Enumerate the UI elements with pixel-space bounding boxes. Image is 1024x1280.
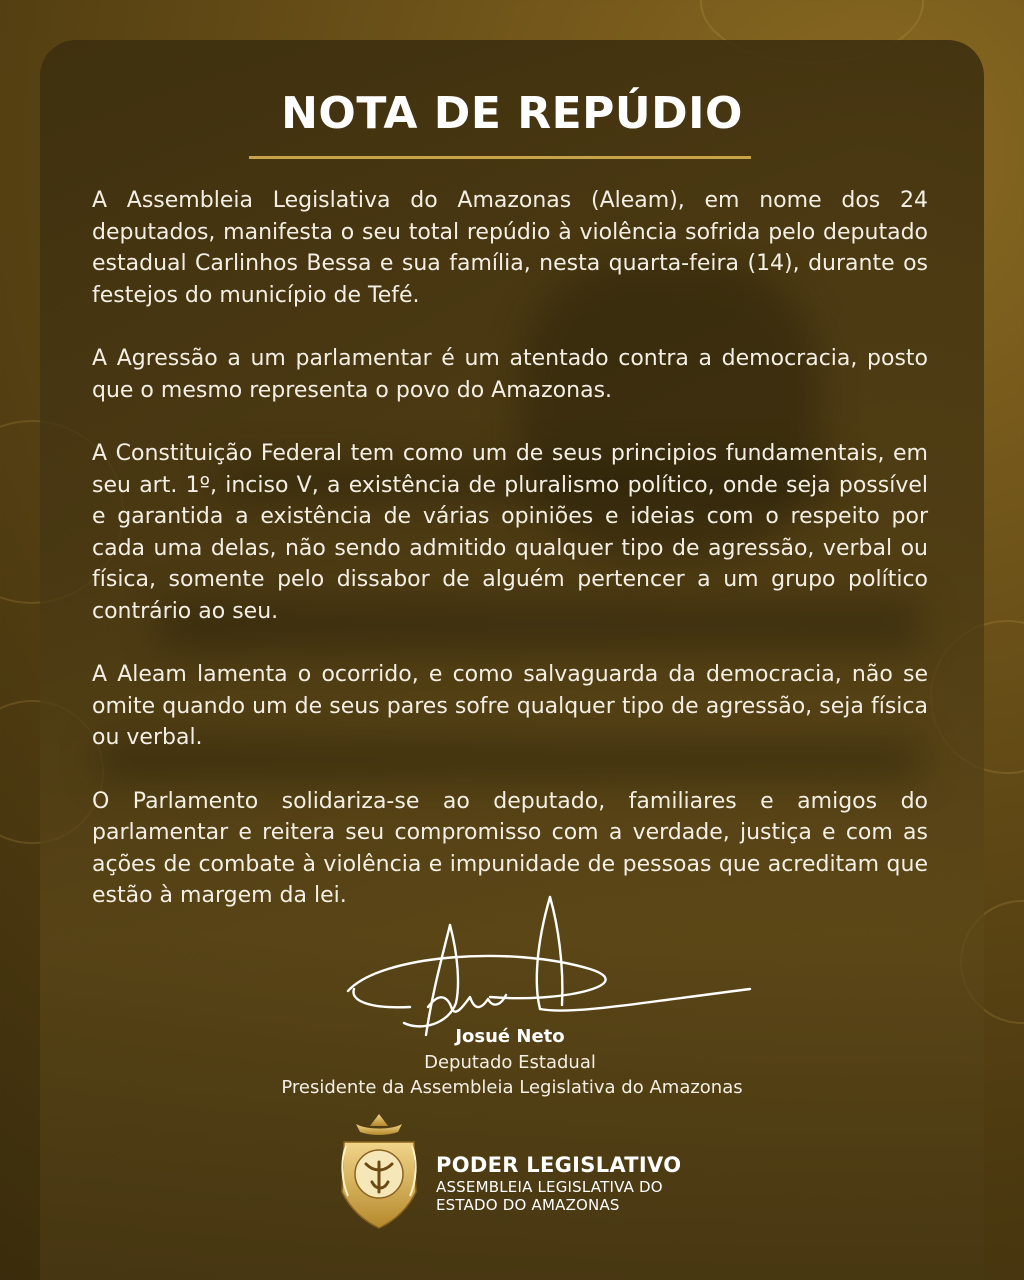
logo-text xyxy=(436,1152,681,1214)
signer-role: Deputado Estadual xyxy=(424,1052,596,1073)
coat-of-arms-icon xyxy=(336,1112,422,1230)
logo-subtitle-line1: ASSEMBLEIA LEGISLATIVA DO xyxy=(436,1178,663,1196)
document-title: NOTA DE REPÚDIO xyxy=(281,88,743,139)
document-body xyxy=(92,185,928,944)
title-divider xyxy=(249,156,751,159)
paragraph-2: A Agressão a um parlamentar é um atentado contra a democracia, posto que o mesmo representa o povo do Amazonas. xyxy=(92,346,928,403)
logo-title: PODER LEGISLATIVO xyxy=(436,1153,682,1177)
signer-organization: Presidente da Assembleia Legislativa do Amazonas xyxy=(281,1077,743,1098)
paragraph-5: O Parlamento solidariza-se ao deputado, familiares e amigos do parlamentar e reitera seu compromisso com a verdade, justiça e com as ações de combate à violência e impunidade de pessoas que acreditam que estão à margem da lei. xyxy=(92,788,928,908)
paragraph-3: A Constituição Federal tem como um de seus principios fundamentais, em seu art. 1º, inciso V, a existência de pluralismo político, onde seja possível e garantida a existência de várias opiniões e ideias com o respeito por cada uma delas, não sendo admitido qualquer tipo de agressão, verbal ou física, somente pelo dissabor de alguém pertencer a um grupo político contrário ao seu. xyxy=(92,441,928,624)
paragraph-4: A Aleam lamenta o ocorrido, e como salvaguarda da democracia, não se omite quando um de seus pares sofre qualquer tipo de agressão, seja física ou verbal. xyxy=(92,662,928,750)
paragraph-1: A Assembleia Legislativa do Amazonas (Aleam), em nome dos 24 deputados, manifesta o seu total repúdio à violência sofrida pelo deputado estadual Carlinhos Bessa e sua família, nesta quarta-feira (14), durante os festejos do município de Tefé. xyxy=(92,188,928,308)
signer-name: Josué Neto xyxy=(455,1026,565,1047)
logo-subtitle-line2: ESTADO DO AMAZONAS xyxy=(436,1196,620,1214)
